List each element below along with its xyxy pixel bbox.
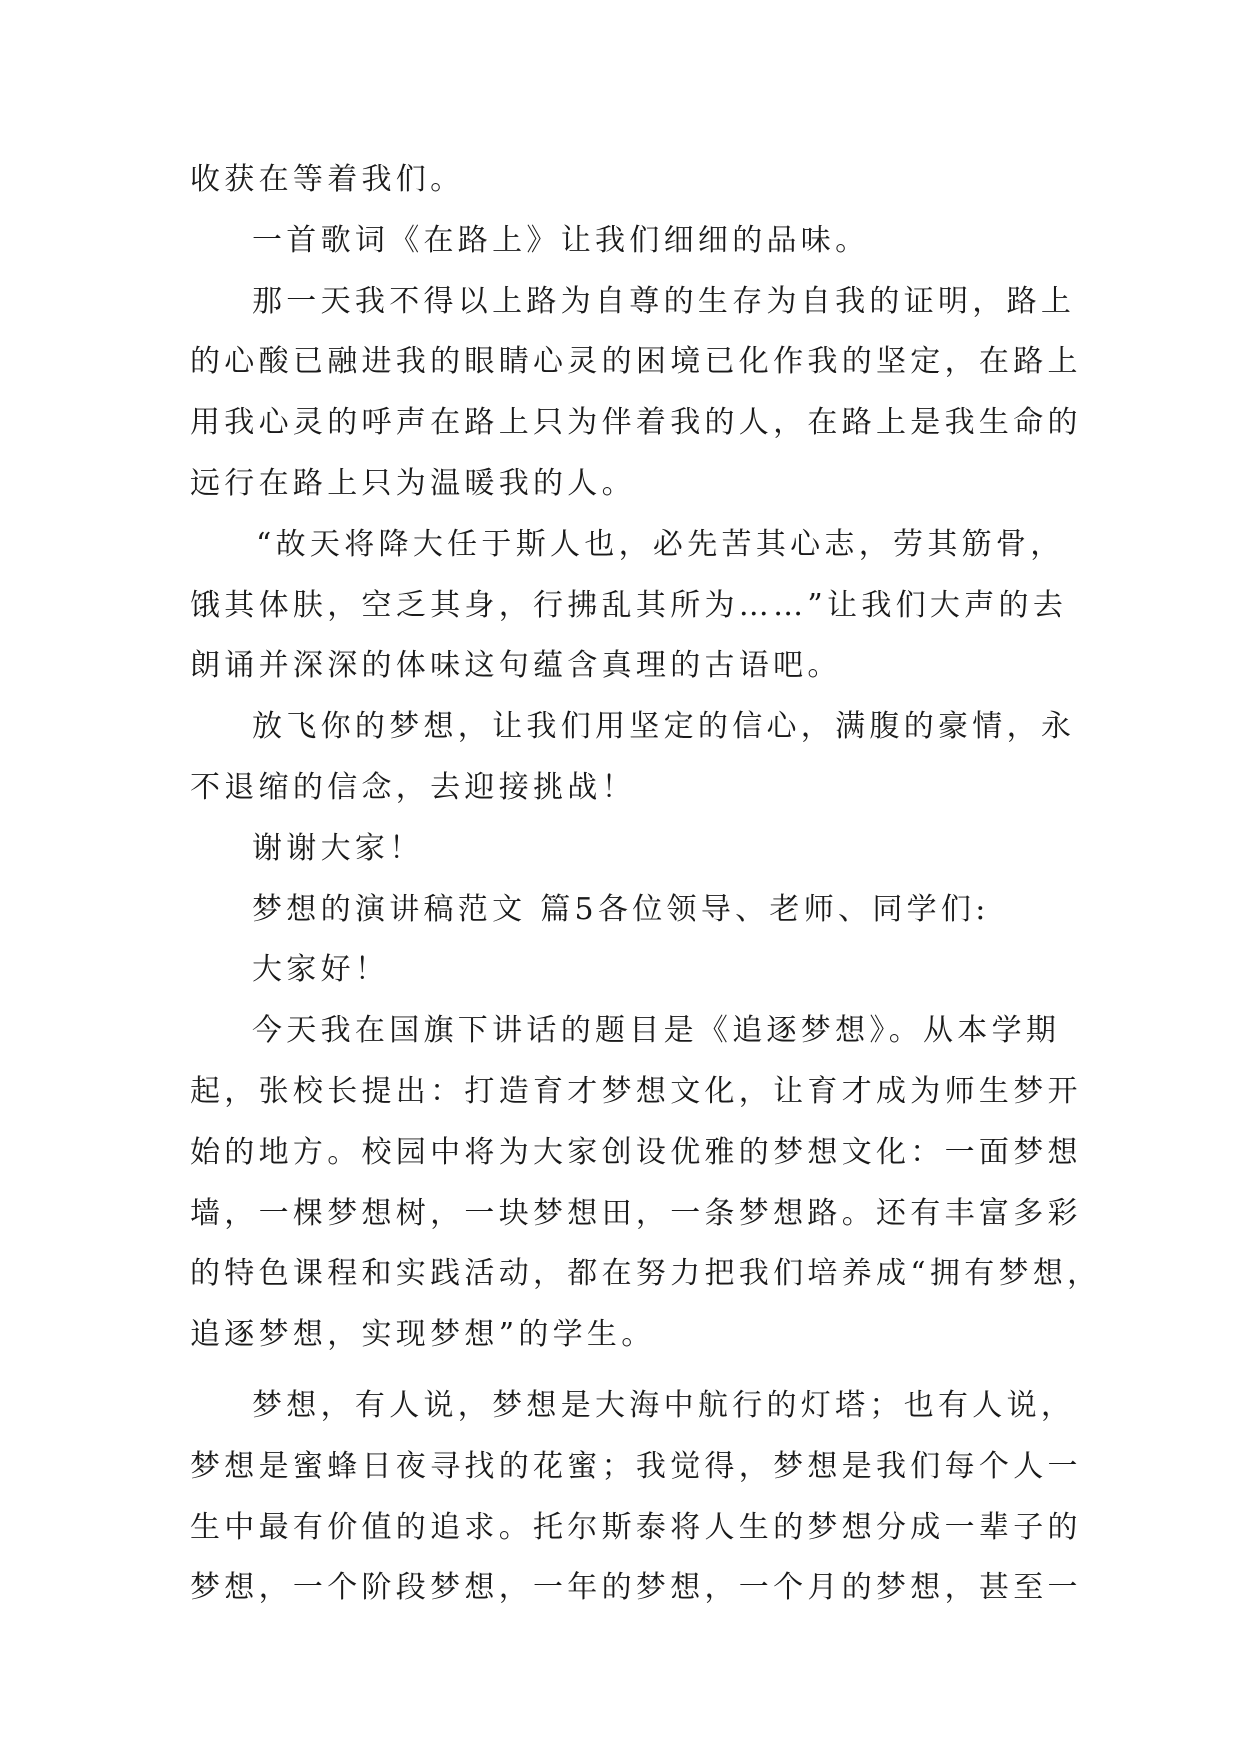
paragraph-line: 大家好！: [252, 952, 390, 988]
paragraph-line: “故天将降大任于斯人也，必先苦其心志，劳其筋骨，: [256, 526, 1065, 562]
paragraph-line: 的心酸已融进我的眼睛心灵的困境已化作我的坚定，在路上: [190, 344, 1082, 380]
paragraph-line: 饿其体肤，空乏其身，行拂乱其所为……”让我们大声的去: [190, 587, 1068, 623]
paragraph-line: 生中最有价值的追求。托尔斯泰将人生的梦想分成一辈子的: [190, 1509, 1082, 1545]
paragraph-line: 墙，一棵梦想树，一块梦想田，一条梦想路。还有丰富多彩: [190, 1195, 1082, 1231]
paragraph-line: 远行在路上只为温暖我的人。: [190, 465, 636, 501]
paragraph-line: 不退缩的信念，去迎接挑战！: [190, 769, 636, 805]
paragraph-line: 的特色课程和实践活动，都在努力把我们培养成“拥有梦想，: [190, 1256, 1102, 1292]
paragraph-line: 放飞你的梦想，让我们用坚定的信心，满腹的豪情，永: [252, 709, 1076, 745]
paragraph-line: 谢谢大家！: [252, 830, 424, 866]
paragraph-line: 今天我在国旗下讲话的题目是《追逐梦想》。从本学期: [252, 1013, 1061, 1049]
paragraph-line: 朗诵并深深的体味这句蕴含真理的古语吧。: [190, 648, 842, 684]
paragraph-line: 追逐梦想，实现梦想”的学生。: [190, 1317, 656, 1353]
document-body: [190, 150, 1102, 1619]
paragraph-line: 梦想，有人说，梦想是大海中航行的灯塔；也有人说，: [252, 1387, 1076, 1423]
paragraph-line: 始的地方。校园中将为大家创设优雅的梦想文化：一面梦想: [190, 1134, 1082, 1170]
paragraph-line: 那一天我不得以上路为自尊的生存为自我的证明，路上: [252, 283, 1076, 319]
paragraph-line: 收获在等着我们。: [190, 162, 465, 197]
section-heading: 梦想的演讲稿范文 篇5各位领导、老师、同学们:: [252, 891, 990, 927]
paragraph-line: 梦想是蜜蜂日夜寻找的花蜜；我觉得，梦想是我们每个人一: [190, 1448, 1082, 1484]
paragraph-line: 起，张校长提出：打造育才梦想文化，让育才成为师生梦开: [190, 1073, 1082, 1109]
paragraph-line: 梦想，一个阶段梦想，一年的梦想，一个月的梦想，甚至一: [190, 1570, 1082, 1606]
paragraph-line: 一首歌词《在路上》让我们细细的品味。: [252, 222, 870, 258]
paragraph-line: 用我心灵的呼声在路上只为伴着我的人，在路上是我生命的: [190, 405, 1082, 441]
